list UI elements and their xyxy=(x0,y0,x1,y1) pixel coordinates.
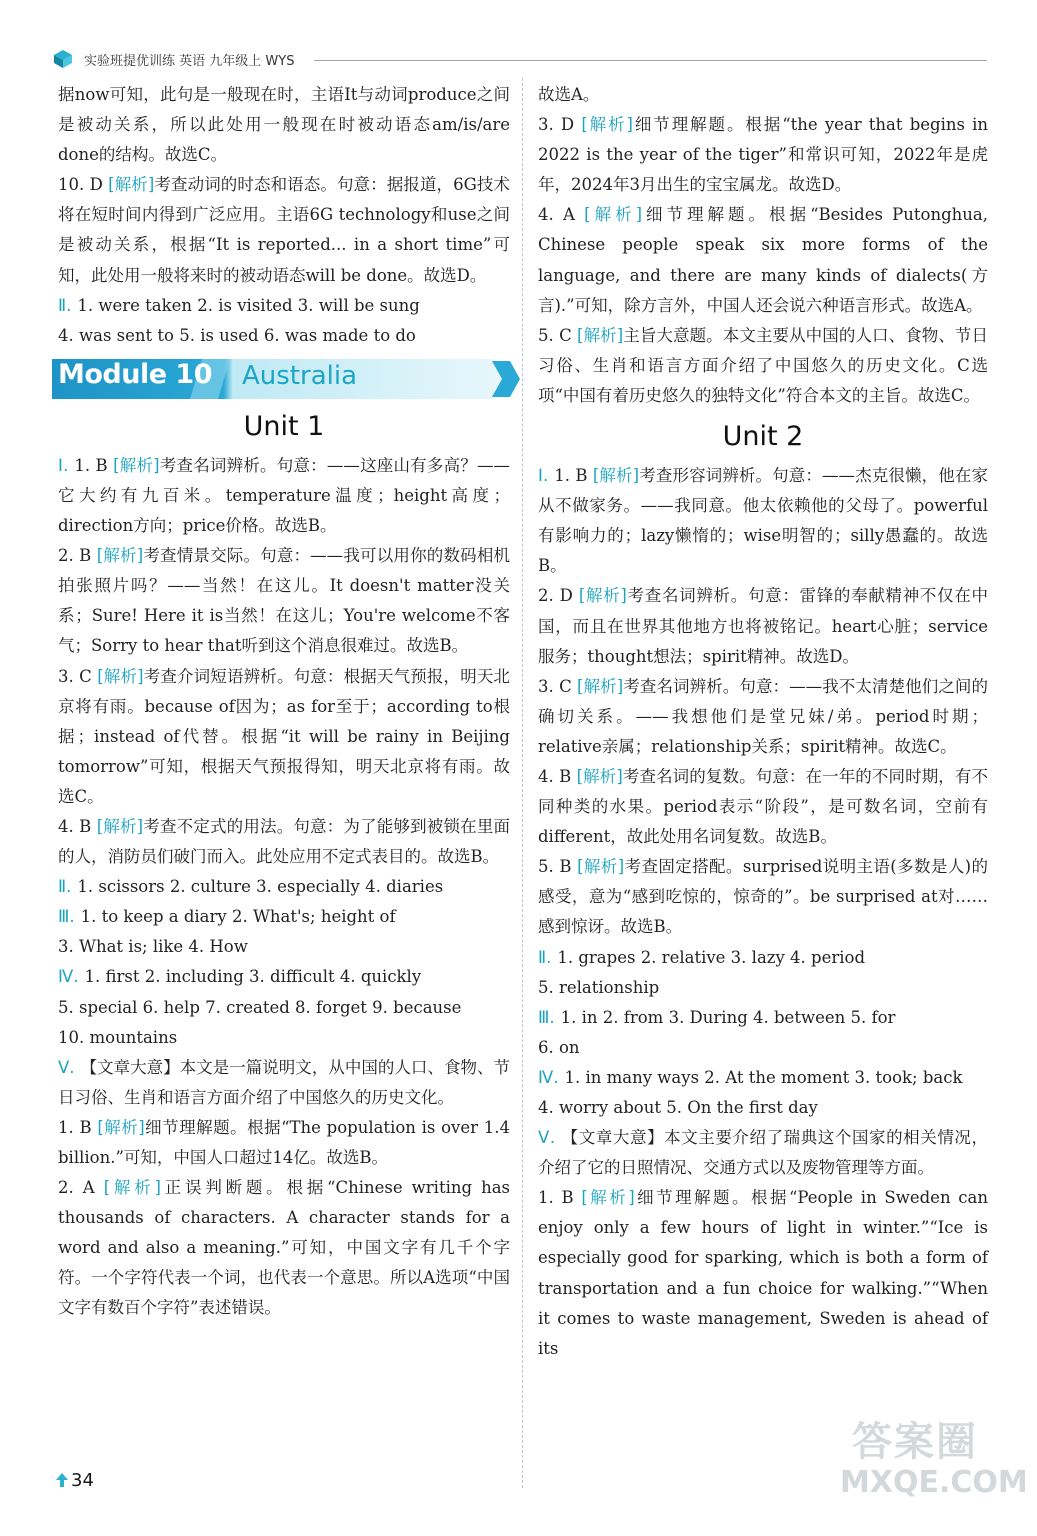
answer-item: 5. B [解析]考查固定搭配。surprised说明主语(多数是人)的感受，意为“感到吃惊的，惊奇的”。be surprised at对……感到惊讶。故选B。 xyxy=(538,857,988,937)
answer-item: 10. D [解析]考查动词的时态和语态。句意：据报道，6G技术将在短时间内得到广泛应用。主语6G technology和use之间是被动关系，根据“It is reported... in a short time”可知，此处用一般将来时的被动语态will be done。故选D。 xyxy=(58,175,511,285)
analysis-tag: [解析] xyxy=(592,466,640,486)
answer-item: 4. B [解析]考查不定式的用法。句意：为了能够到被锁在里面的人，消防员们破门而入。此处应用不定式表目的。故选B。 xyxy=(58,816,510,867)
module-banner xyxy=(52,357,518,401)
analysis-tag: [解析] xyxy=(96,816,144,836)
section-roman: Ⅴ. xyxy=(58,1057,75,1077)
analysis-tag: [解析] xyxy=(113,455,160,475)
module-title: Australia xyxy=(242,360,358,391)
left-column xyxy=(58,80,510,1324)
analysis-tag: [解析] xyxy=(108,175,155,195)
section-roman: Ⅲ. xyxy=(58,907,75,927)
analysis-tag: [解析] xyxy=(577,325,624,345)
page-arrow-icon xyxy=(56,1473,68,1487)
section-2-answers: Ⅱ. 1. were taken 2. is visited 3. will be sung xyxy=(58,295,420,315)
section-roman: Ⅳ. xyxy=(58,967,79,987)
book-logo-icon xyxy=(52,48,74,70)
answer-item: 2. D [解析]考查名词辨析。句意：雷锋的奉献精神不仅在中国，而且在世界其他地方也将被铭记。heart心脏；service服务；thought想法；spirit精神。故选D。 xyxy=(538,586,989,666)
section-answers: Ⅳ. 1. in many ways 2. At the moment 3. took; back xyxy=(538,1067,963,1087)
section-answers: Ⅳ. 1. first 2. including 3. difficult 4. quickly xyxy=(58,967,422,987)
section-roman: Ⅱ. xyxy=(58,295,72,315)
analysis-tag: [解析] xyxy=(584,205,643,225)
analysis-tag: [解析] xyxy=(103,1178,161,1198)
header-rule xyxy=(314,60,987,61)
analysis-tag: [解析] xyxy=(576,766,623,786)
answer-item: Ⅰ. 1. B [解析]考查名词辨析。句意：——这座山有多高？——它大约有九百米。temperature温度；height高度；direction方向；price价格。故选B。 xyxy=(58,455,511,536)
analysis-tag: [解析] xyxy=(97,666,144,686)
right-column xyxy=(538,80,988,1364)
answer-item: 5. C [解析]主旨大意题。本文主要从中国的人口、食物、节日习俗、生肖和语言方面介绍了中国悠久的历史文化。C选项“中国有着历史悠久的独特文化”符合本文的主旨。故选C。 xyxy=(538,325,989,405)
analysis-tag: [解析] xyxy=(581,115,633,135)
watermark: 答案圈 MXQE.COM xyxy=(840,1419,1028,1500)
section-answers: Ⅱ. 1. grapes 2. relative 3. lazy 4. period xyxy=(538,947,866,967)
analysis-tag: [解析] xyxy=(96,546,144,566)
continued-answer: 据now可知，此句是一般现在时，主语It与动词produce之间是被动关系，所以此处用一般现在时被动语态am/is/are done的结构。故选C。 xyxy=(58,85,510,165)
analysis-tag: [解析] xyxy=(578,586,627,606)
section-roman: Ⅳ. xyxy=(538,1067,559,1087)
section-answers-cont: 6. on xyxy=(538,1037,580,1057)
section-2-answers-cont: 4. was sent to 5. is used 6. was made to do xyxy=(58,325,416,345)
answer-item: 4. B [解析]考查名词的复数。句意：在一年的不同时期，有不同种类的水果。period表示“阶段”，是可数名词，空前有different，故此处用名词复数。故选B。 xyxy=(538,766,989,847)
module-label: Module 10 xyxy=(58,358,213,390)
section-answers-cont: 3. What is; like 4. How xyxy=(58,937,248,957)
section-answers-cont: 10. mountains xyxy=(58,1027,178,1047)
section-roman: Ⅰ. xyxy=(58,455,69,475)
section-roman: Ⅱ. xyxy=(538,947,552,967)
answer-item: 1. B [解析]细节理解题。根据“People in Sweden can enjoy only a few hours of light in winter.”“Ice is especially good for sparking, which is both a form of transportation and a fun choice for walking.”“When it comes to waste management, Sweden is ahead of its xyxy=(538,1188,989,1358)
answer-item: Ⅰ. 1. B [解析]考查形容词辨析。句意：——杰克很懒，他在家从不做家务。——我同意。他太依赖他的父母了。powerful有影响力的；lazy懒惰的；wise明智的；silly愚蠢的。故选B。 xyxy=(538,466,988,576)
answer-item: 1. B [解析]细节理解题。根据“The population is over 1.4 billion.”可知，中国人口超过14亿。故选B。 xyxy=(58,1117,510,1167)
header-title: 实验班提优训练 英语 九年级上 WYS xyxy=(84,54,295,69)
answer-item: 2. B [解析]考查情景交际。句意：——我可以用你的数码相机拍张照片吗？——当然！在这儿。It doesn't matter没关系；Sure! Here it is当然！在这儿；You're welcome不客气；Sorry to hear that听到这个消息很难过。故选B。 xyxy=(58,546,511,656)
analysis-tag: [解析] xyxy=(97,1117,145,1137)
analysis-tag: [解析] xyxy=(577,857,625,877)
column-divider xyxy=(522,78,523,1488)
analysis-tag: [解析] xyxy=(577,676,624,696)
section-roman: Ⅱ. xyxy=(58,877,72,897)
section-answers: Ⅲ. 1. to keep a diary 2. What's; height of xyxy=(58,907,396,927)
unit-title: Unit 1 xyxy=(243,410,325,442)
answer-item: 4. A [解析]细节理解题。根据“Besides Putonghua, Chinese people speak six more forms of the language, and there are many kinds of dialects(方言).”可知，除方言外，中国人还会说六种语言形式。故选A。 xyxy=(538,205,988,315)
section-roman: Ⅰ. xyxy=(538,466,549,486)
passage-summary: Ⅴ. 【文章大意】本文主要介绍了瑞典这个国家的相关情况，介绍了它的日照情况、交通方式以及废物管理等方面。 xyxy=(538,1128,988,1178)
unit-title: Unit 2 xyxy=(722,421,804,453)
section-answers-cont: 4. worry about 5. On the first day xyxy=(538,1098,818,1117)
analysis-tag: [解析] xyxy=(581,1188,635,1208)
answer-item: 3. C [解析]考查名词辨析。句意：——我不太清楚他们之间的确切关系。——我想他们是堂兄妹/弟。period时期；relative亲属；relationship关系；spirit精神。故选C。 xyxy=(538,676,989,756)
section-answers-cont: 5. special 6. help 7. created 8. forget 9. because xyxy=(58,997,462,1017)
answer-item: 2. A [解析]正误判断题。根据“Chinese writing has thousands of characters. A character stands for a word and also a meaning.”可知，中国文字有几千个字符。一个字符代表一个词，也代表一个意思。所以A选项“中国文字有数百个字符”表述错误。 xyxy=(58,1178,510,1318)
section-roman: Ⅲ. xyxy=(538,1007,555,1027)
section-answers: Ⅲ. 1. in 2. from 3. During 4. between 5. for xyxy=(538,1007,896,1027)
answer-item: 3. D [解析]细节理解题。根据“the year that begins in 2022 is the year of the tiger”和常识可知，2022年是虎年，2024年3月出生的宝宝属龙。故选D。 xyxy=(538,115,989,195)
page-header xyxy=(52,46,987,74)
section-answers-cont: 5. relationship xyxy=(538,977,660,997)
section-answers: Ⅱ. 1. scissors 2. culture 3. especially 4. diaries xyxy=(58,877,444,897)
page-number: 34 xyxy=(56,1470,94,1491)
section-roman: Ⅴ. xyxy=(538,1128,556,1148)
continued-answer: 故选A。 xyxy=(538,85,600,104)
answer-item: 3. C [解析]考查介词短语辨析。句意：根据天气预报，明天北京将有雨。because of因为；as for至于；according to根据；instead of代替。根据“it will be rainy in Beijing tomorrow”可知，根据天气预报得知，明天北京将有雨。故选C。 xyxy=(58,666,511,806)
passage-summary: Ⅴ. 【文章大意】本文是一篇说明文，从中国的人口、食物、节日习俗、生肖和语言方面介绍了中国悠久的历史文化。 xyxy=(58,1057,510,1107)
